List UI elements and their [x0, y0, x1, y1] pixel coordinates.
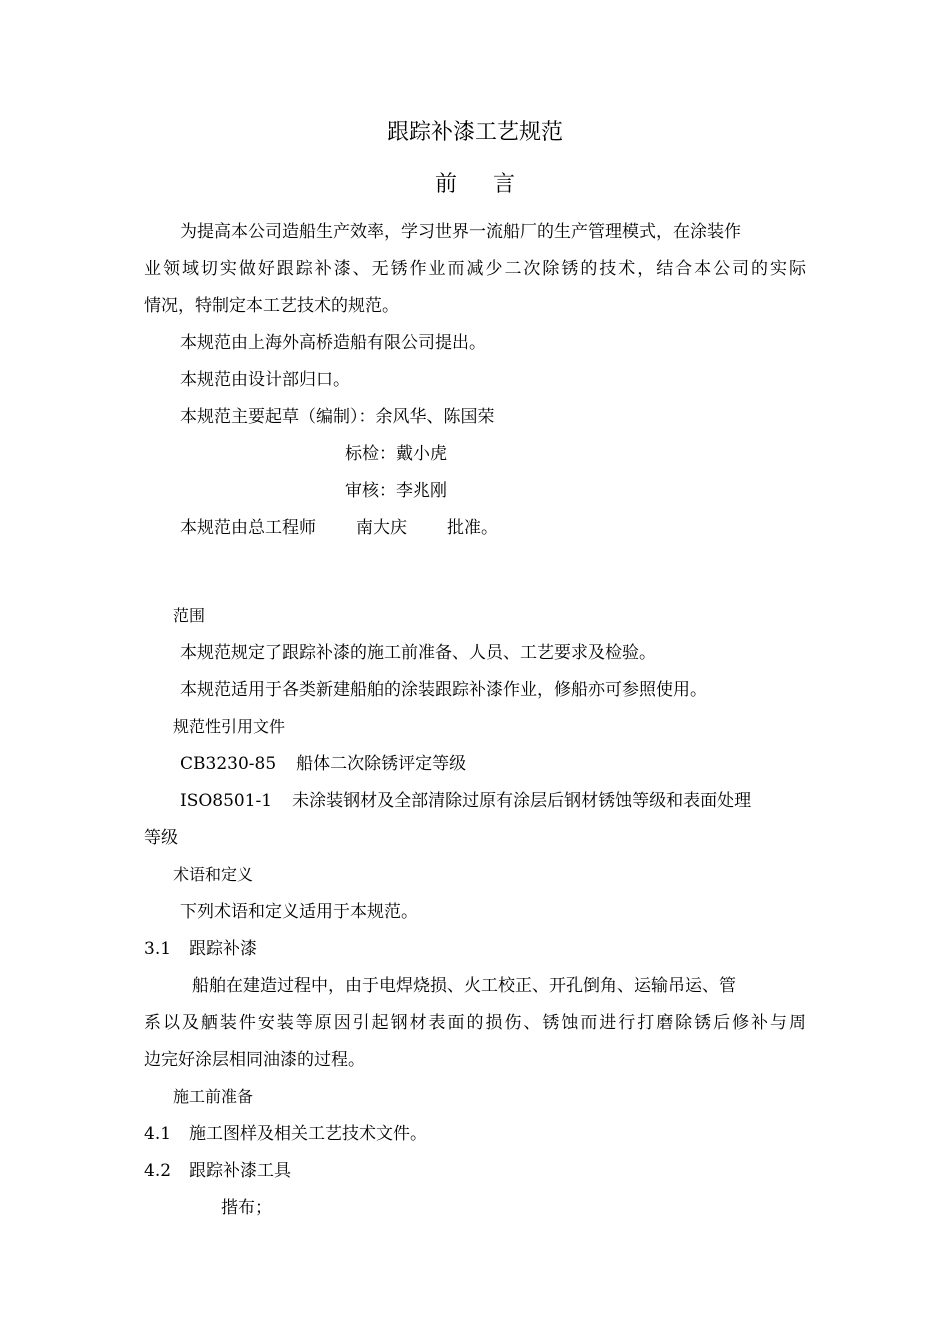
references-heading: 规范性引用文件	[173, 717, 286, 736]
prep-heading: 施工前准备	[173, 1087, 254, 1106]
term-definition-line: 系以及舾装件安装等原因引起钢材表面的损伤、锈蚀而进行打磨除锈后修补与周	[144, 1013, 806, 1033]
reference-item: CB3230-85 船体二次除锈评定等级	[180, 754, 467, 774]
reference-item-continued: 等级	[144, 828, 178, 848]
preface-approval: 本规范由总工程师 南大庆 批准。	[180, 518, 498, 538]
preface-drafters: 本规范主要起草（编制）：余风华、陈国荣	[180, 407, 495, 427]
reference-item: ISO8501-1 未涂装钢材及全部清除过原有涂层后钢材锈蚀等级和表面处理	[180, 791, 752, 811]
preface-title: 前言	[434, 172, 551, 197]
term-3-1: 3.1 跟踪补漆	[144, 939, 258, 959]
preface-proposer: 本规范由上海外高桥造船有限公司提出。	[180, 333, 486, 353]
scope-heading: 范围	[173, 606, 206, 625]
scope-line: 本规范适用于各类新建船舶的涂装跟踪补漆作业，修船亦可参照使用。	[180, 680, 707, 700]
preface-standard-check: 标检：戴小虎	[345, 444, 447, 464]
preface-review: 审核：李兆刚	[345, 481, 447, 501]
terms-heading: 术语和定义	[173, 865, 254, 884]
terms-intro: 下列术语和定义适用于本规范。	[180, 902, 418, 922]
document-title: 跟踪补漆工艺规范	[386, 120, 563, 145]
prep-item-4-2: 4.2 跟踪补漆工具	[144, 1161, 292, 1181]
term-definition-line: 边完好涂层相同油漆的过程。	[144, 1050, 365, 1070]
preface-paragraph-line: 为提高本公司造船生产效率，学习世界一流船厂的生产管理模式，在涂装作	[180, 222, 741, 242]
prep-item-4-1: 4.1 施工图样及相关工艺技术文件。	[144, 1124, 428, 1144]
preface-department: 本规范由设计部归口。	[180, 370, 350, 390]
preface-paragraph-line: 业领域切实做好跟踪补漆、无锈作业而减少二次除锈的技术，结合本公司的实际	[144, 259, 806, 279]
prep-tool-item: 揩布；	[221, 1198, 272, 1218]
term-definition-line: 船舶在建造过程中，由于电焊烧损、火工校正、开孔倒角、运输吊运、管	[192, 976, 736, 996]
scope-line: 本规范规定了跟踪补漆的施工前准备、人员、工艺要求及检验。	[180, 643, 656, 663]
preface-paragraph-line: 情况，特制定本工艺技术的规范。	[144, 296, 399, 316]
